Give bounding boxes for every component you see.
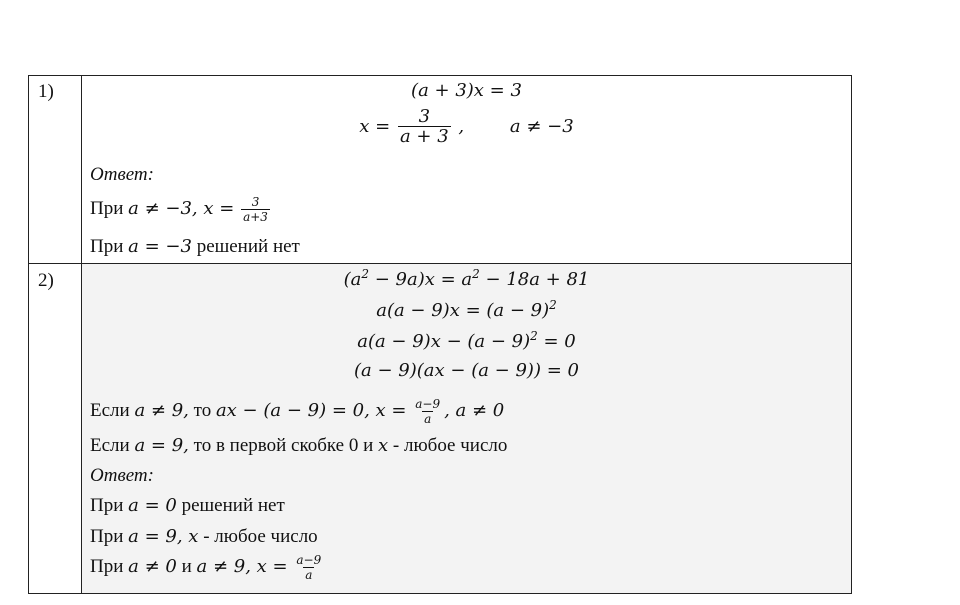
- row-2-answer-2: При a = 9, x - любое число: [90, 526, 318, 547]
- row-2-case-1-fraction: $\frac{a-9}{a}$: [415, 397, 441, 426]
- row-2-equation-1: $(a^2 - 9a)x = a^2 - 18a + 81$: [343, 267, 590, 290]
- row-divider: [29, 263, 851, 264]
- row-2-case-2: Если a = 9, то в первой скобке 0 и x - любое число: [90, 435, 508, 456]
- row-2-equation-2: $a(a - 9)x = (a - 9)^2$: [376, 298, 557, 321]
- row-1-equation-2: x = $\frac{3}{a + 3}$ , a ≠ −3: [359, 106, 574, 147]
- row-2-number: 2): [38, 270, 54, 291]
- row-1-number: 1): [38, 81, 54, 102]
- row-1-answer-1: При a ≠ −3, x = $\frac{3}{a+3}$: [90, 195, 268, 224]
- row-2-case-1: Если a ≠ 9, то ax − (a − 9) = 0, x = $\frac{a-9}{a}$ , a ≠ 0: [90, 397, 505, 426]
- row-1-answer-label: Ответ:: [90, 164, 154, 185]
- row-2-answer-1: При a = 0 решений нет: [90, 495, 285, 516]
- row-1-answer-fraction: $\frac{3}{a+3}$: [243, 195, 268, 224]
- row-2-answer-label: Ответ:: [90, 465, 154, 486]
- row-2-answer-fraction: $\frac{a-9}{a}$: [296, 553, 322, 582]
- row-2-answer-3: При a ≠ 0 и a ≠ 9, x = $\frac{a-9}{a}$: [90, 553, 322, 582]
- row-1-answer-2: При a = −3 решений нет: [90, 236, 300, 257]
- row-2-equation-3: $a(a - 9)x - (a - 9)^2 = 0$: [357, 329, 576, 352]
- row-1-fraction: $\frac{3}{a + 3}$: [399, 106, 449, 147]
- row-1-equation-1: (a + 3)x = 3: [411, 80, 522, 101]
- row-2-equation-4: (a − 9)(ax − (a − 9)) = 0: [354, 360, 579, 381]
- solution-table: [28, 75, 852, 594]
